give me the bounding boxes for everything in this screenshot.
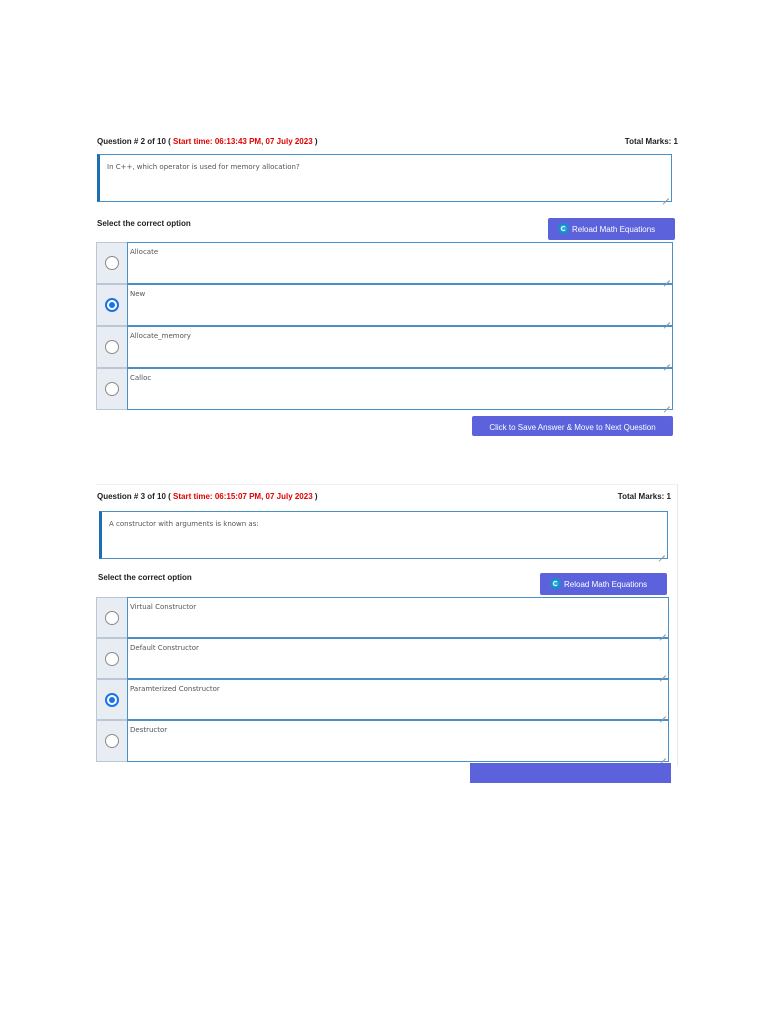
- option-row[interactable]: [96, 284, 678, 326]
- select-option-label: Select the correct option: [97, 219, 191, 228]
- question-text: In C++, which operator is used for memory allocation?: [107, 163, 300, 171]
- question-header: Question # 3 of 10 ( Start time: 06:15:07 PM, 07 July 2023 ) Total Marks: 1: [97, 492, 671, 501]
- option-row[interactable]: [96, 242, 678, 284]
- question-card: [96, 484, 678, 766]
- radio-button-selected[interactable]: [105, 693, 119, 707]
- option-text-box[interactable]: [127, 368, 673, 410]
- reload-icon: [550, 578, 561, 589]
- radio-cell[interactable]: [96, 368, 127, 410]
- option-label: Virtual Constructor: [130, 603, 197, 611]
- radio-button[interactable]: [105, 611, 119, 625]
- reload-button-label: Reload Math Equations: [572, 224, 656, 234]
- save-and-next-button[interactable]: Click to Save Answer & Move to Next Question: [472, 416, 673, 436]
- radio-button[interactable]: [105, 734, 119, 748]
- start-time: Start time: 06:15:07 PM, 07 July 2023: [173, 492, 313, 501]
- resize-grip-icon[interactable]: [663, 193, 669, 199]
- resize-grip-icon[interactable]: [664, 401, 670, 407]
- option-row[interactable]: [96, 638, 670, 679]
- question-card: [96, 134, 678, 432]
- option-label: Allocate: [130, 248, 159, 256]
- resize-grip-icon[interactable]: [664, 359, 670, 365]
- resize-grip-icon[interactable]: [660, 670, 666, 676]
- reload-button-label: Reload Math Equations: [564, 579, 648, 589]
- question-text: A constructor with arguments is known as:: [109, 520, 259, 528]
- option-label: Allocate_memory: [130, 332, 191, 340]
- option-list: [96, 242, 678, 410]
- question-text-box[interactable]: [99, 511, 668, 559]
- select-option-label: Select the correct option: [98, 573, 192, 582]
- resize-grip-icon[interactable]: [660, 753, 666, 759]
- option-text-box[interactable]: [127, 284, 673, 326]
- reload-math-equations-button[interactable]: [548, 218, 675, 240]
- option-text-box[interactable]: [127, 242, 673, 284]
- radio-cell[interactable]: [96, 679, 127, 720]
- start-time: Start time: 06:13:43 PM, 07 July 2023: [173, 137, 313, 146]
- question-number: Question # 2 of 10: [97, 137, 166, 146]
- resize-grip-icon[interactable]: [664, 317, 670, 323]
- total-marks: Total Marks: 1: [624, 137, 678, 146]
- option-row[interactable]: [96, 368, 678, 410]
- option-label: Destructor: [130, 726, 168, 734]
- radio-button[interactable]: [105, 652, 119, 666]
- radio-cell[interactable]: [96, 326, 127, 368]
- resize-grip-icon[interactable]: [664, 275, 670, 281]
- option-text-box[interactable]: [127, 326, 673, 368]
- radio-button[interactable]: [105, 256, 119, 270]
- radio-cell[interactable]: [96, 597, 127, 638]
- total-marks: Total Marks: 1: [617, 492, 671, 501]
- option-label: Calloc: [130, 374, 152, 382]
- radio-button[interactable]: [105, 382, 119, 396]
- option-label: Default Constructor: [130, 644, 199, 652]
- resize-grip-icon[interactable]: [659, 550, 665, 556]
- option-list: [96, 597, 670, 762]
- resize-grip-icon[interactable]: [660, 711, 666, 717]
- option-row[interactable]: [96, 326, 678, 368]
- question-header: Question # 2 of 10 ( Start time: 06:13:43 PM, 07 July 2023 ) Total Marks: 1: [97, 137, 678, 146]
- option-label: New: [130, 290, 146, 298]
- reload-icon: [558, 223, 569, 234]
- option-row[interactable]: [96, 597, 670, 638]
- radio-button[interactable]: [105, 340, 119, 354]
- radio-cell[interactable]: [96, 720, 127, 762]
- save-and-next-button[interactable]: [470, 763, 671, 783]
- radio-button-selected[interactable]: [105, 298, 119, 312]
- radio-cell[interactable]: [96, 242, 127, 284]
- radio-cell[interactable]: [96, 284, 127, 326]
- option-row[interactable]: [96, 720, 670, 762]
- option-text-box[interactable]: [127, 597, 669, 638]
- radio-cell[interactable]: [96, 638, 127, 679]
- resize-grip-icon[interactable]: [660, 629, 666, 635]
- option-row[interactable]: [96, 679, 670, 720]
- reload-math-equations-button[interactable]: [540, 573, 667, 595]
- option-text-box[interactable]: [127, 638, 669, 679]
- question-text-box[interactable]: [97, 154, 672, 202]
- question-number: Question # 3 of 10: [97, 492, 166, 501]
- option-text-box[interactable]: [127, 720, 669, 762]
- option-label: Paramterized Constructor: [130, 685, 220, 693]
- option-text-box[interactable]: [127, 679, 669, 720]
